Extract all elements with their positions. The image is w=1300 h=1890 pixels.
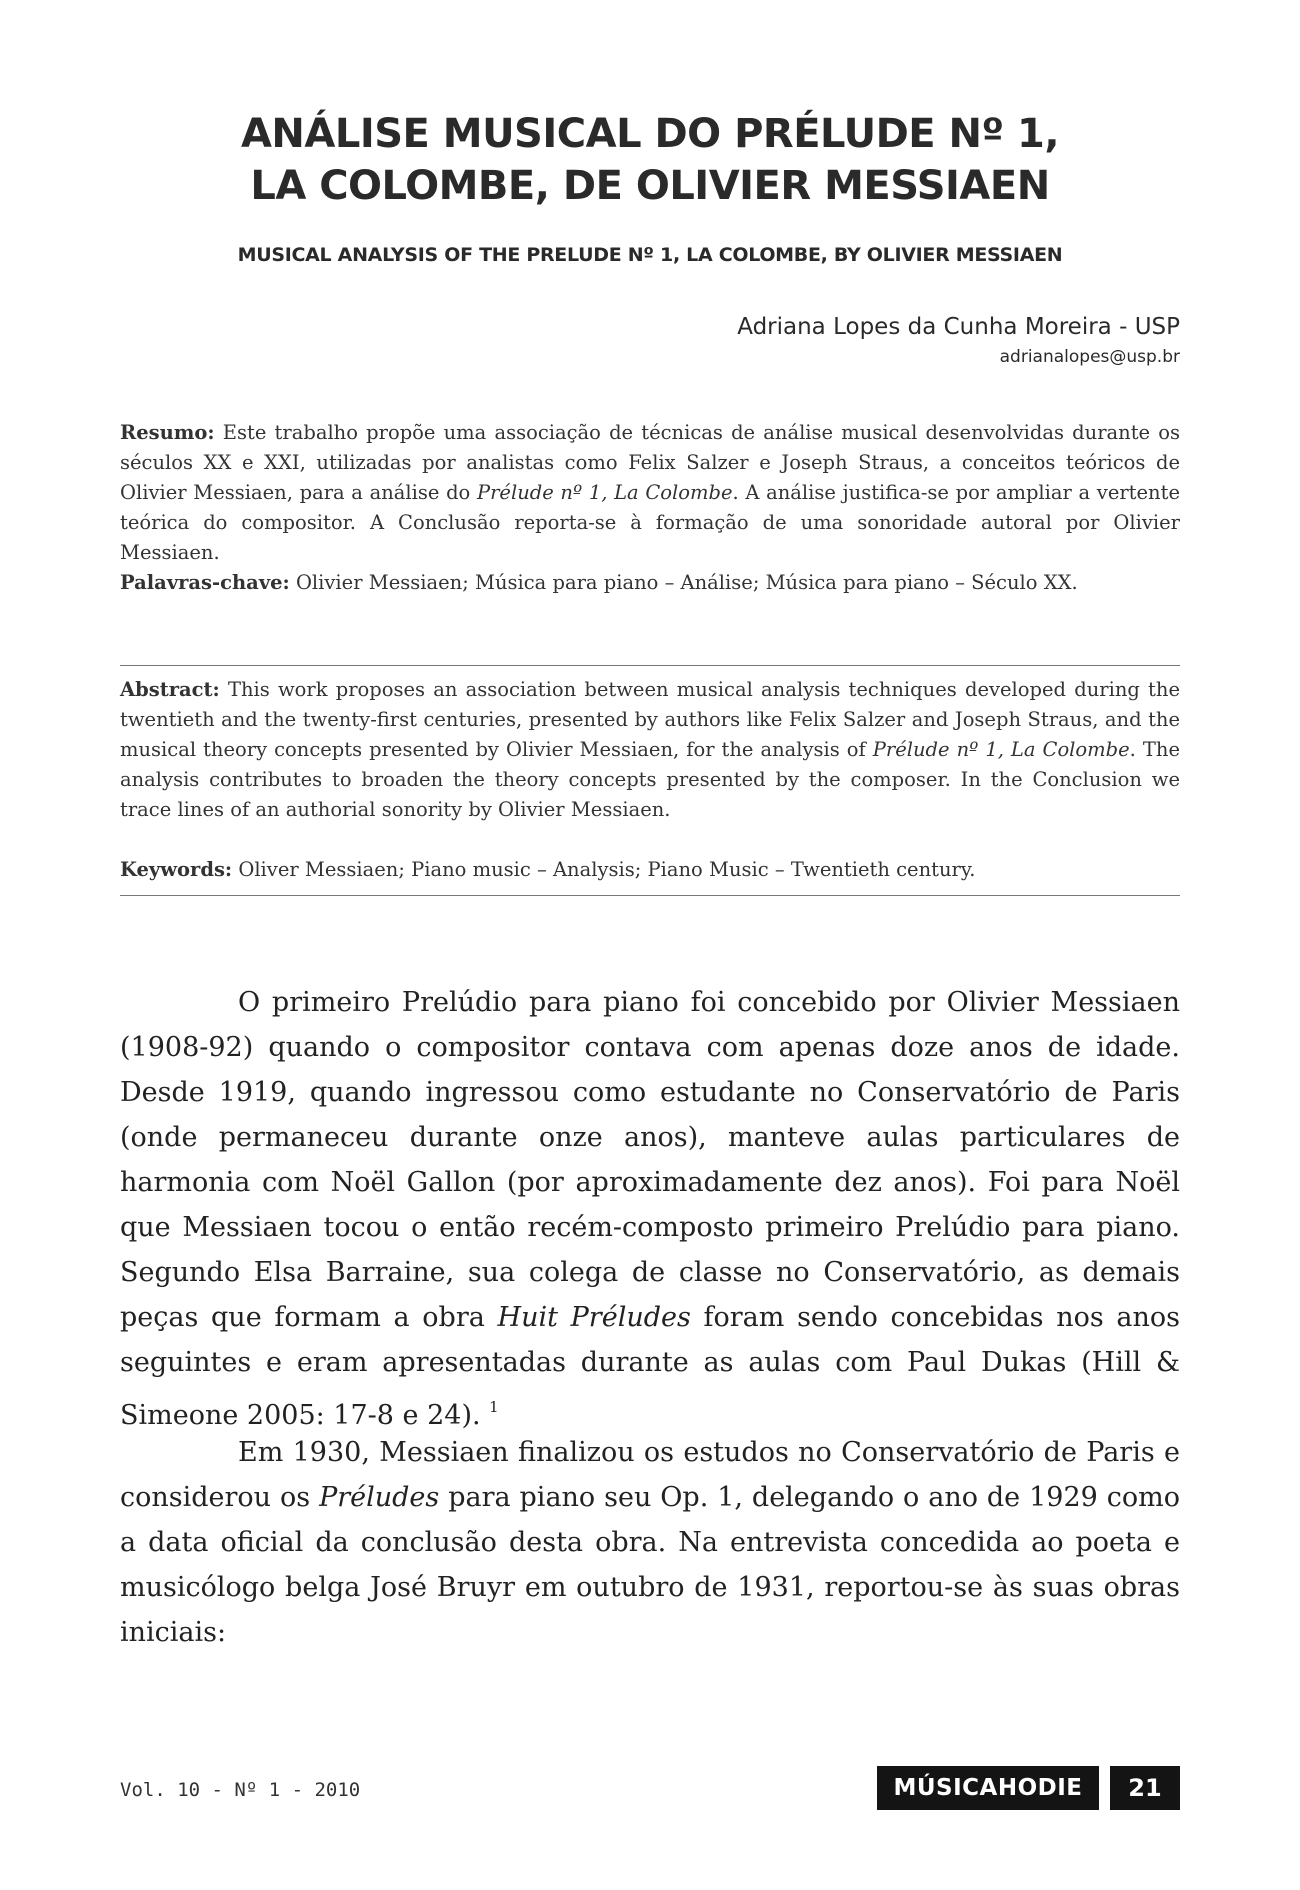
divider-bottom [120,895,1180,896]
resumo-text-a: Este trabalho propõe uma associação de técnicas de análise musical desenvolvidas durante os séculos XX e XXI, utilizadas por analistas como Felix Salzer e Joseph Straus, a conceitos teóricos de Olivier Messiaen, para a análise do [120,421,1180,504]
palavras-chave-paragraph [120,568,1180,598]
palavras-chave-label: Palavras-chave: [120,571,290,594]
abstract-italic: Prélude nº 1, La Colombe [872,738,1130,761]
palavras-chave-text: Olivier Messiaen; Música para piano – Análise; Música para piano – Século XX. [289,571,1078,594]
footer-volume: Vol. 10 - Nº 1 - 2010 [120,1779,361,1801]
author-email: adrianalopes@usp.br [999,347,1180,367]
abstract-text-a: This work proposes an association between musical analysis techniques developed during the twentieth and the twenty-first centuries, presented by authors like Felix Salzer and Joseph Straus, and the musical theory concepts presented by Olivier Messiaen, for the analysis of [120,678,1180,761]
body-p1-text-b: foram sendo concebidas nos anos seguintes e eram apresentadas durante as aulas com Paul Dukas (Hill & Simeone 2005: 17-8 e 24). [120,1302,1181,1431]
page-number: 21 [1110,1766,1180,1810]
body-p1-text-a: O primeiro Prelúdio para piano foi concebido por Olivier Messiaen (1908-92) quando o compositor contava com apenas doze anos de idade. Desde 1919, quando ingressou como estudante no Conservatório de Paris (onde permaneceu durante onze anos), manteve aulas particulares de harmonia com Noël Gallon (por aproximadamente dez anos). Foi para Noël que Messiaen tocou o então recém-composto primeiro Prelúdio para piano. Segundo Elsa Barraine, sua colega de classe no Conservatório, as demais peças que formam a obra [120,987,1180,1333]
journal-name-badge: MÚSICAHODIE [877,1766,1099,1810]
body-p2-text-a: Em 1930, Messiaen finalizou os estudos no Conservatório de Paris e considerou os [120,1437,1180,1513]
abstract-paragraph [120,675,1180,825]
body-p1-italic: Huit Préludes [497,1302,691,1333]
body-paragraph-2 [120,1430,1180,1655]
divider-top [120,665,1180,666]
title-line-1: ANÁLISE MUSICAL DO PRÉLUDE Nº 1, [240,111,1060,157]
abstract-text-b: . The analysis contributes to broaden the theory concepts presented by the composer. In the Conclusion we trace lines of an authorial sonority by Olivier Messiaen. [120,738,1180,821]
body-paragraph-1 [120,980,1180,1438]
resumo-paragraph [120,418,1180,568]
keywords-text: Oliver Messiaen; Piano music – Analysis; Piano Music – Twentieth century. [232,858,976,881]
abstract-label: Abstract: [120,678,220,701]
author-name: Adriana Lopes da Cunha Moreira - USP [737,314,1180,340]
keywords-paragraph [120,855,1180,885]
resumo-text-b: . A análise justifica-se por ampliar a vertente teórica do compositor. A Conclusão reporta-se à formação de uma sonoridade autoral por Olivier Messiaen. [120,481,1180,564]
article-subtitle: MUSICAL ANALYSIS OF THE PRELUDE Nº 1, LA COLOMBE, BY OLIVIER MESSIAEN [237,244,1063,266]
resumo-italic: Prélude nº 1, La Colombe [476,481,733,504]
title-line-2: LA COLOMBE, DE OLIVIER MESSIAEN [250,163,1050,209]
footnote-ref-1[interactable]: 1 [489,1398,499,1416]
resumo-label: Resumo: [120,421,215,444]
keywords-label: Keywords: [120,858,233,881]
article-title [0,108,1300,212]
body-p2-text-b: para piano seu Op. 1, delegando o ano de 1929 como a data oficial da conclusão desta obra. Na entrevista concedida ao poeta e musicólogo belga José Bruyr em outubro de 1931, reportou-se às suas obras iniciais: [120,1482,1180,1648]
body-p2-italic: Préludes [319,1482,440,1513]
